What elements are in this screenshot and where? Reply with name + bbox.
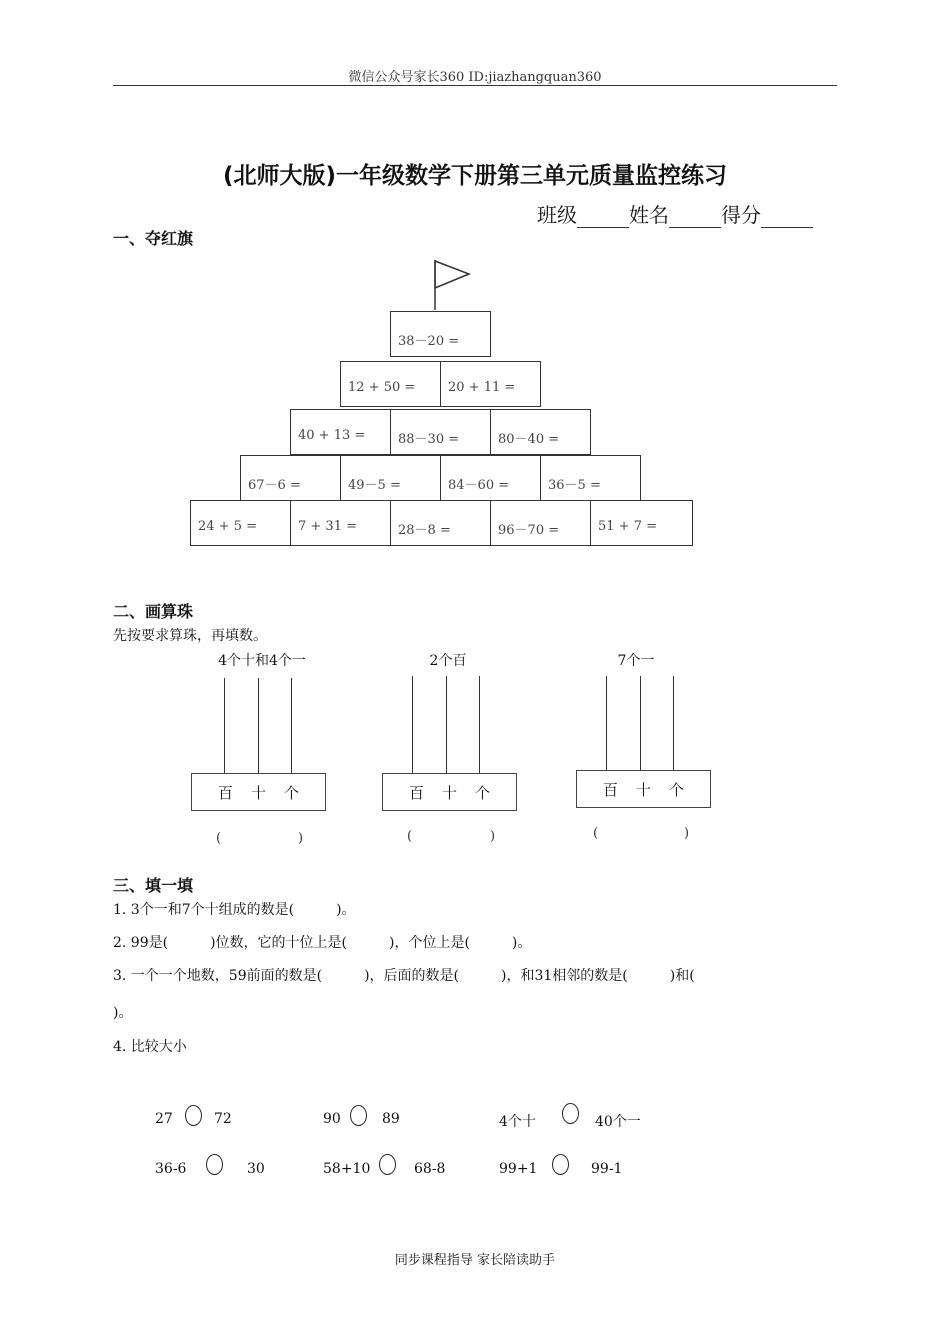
- page-title: (北师大版)一年级数学下册第三单元质量监控练习: [222, 163, 728, 189]
- compare-left: 90: [323, 1111, 341, 1127]
- pyramid-cell[interactable]: 88－30 =: [390, 409, 491, 455]
- place-tens: 十: [250, 783, 266, 802]
- question-3-continued: )。: [113, 1005, 133, 1021]
- place-ones: 个: [669, 780, 685, 799]
- footer-text: 同步课程指导 家长陪读助手: [394, 1253, 556, 1268]
- compare-right: 30: [247, 1161, 265, 1177]
- score-blank[interactable]: [761, 207, 813, 228]
- class-label: 班级: [537, 203, 577, 227]
- pyramid-cell[interactable]: 12 + 50 =: [340, 361, 441, 407]
- compare-right: 72: [214, 1111, 232, 1127]
- hundreds-rod[interactable]: [224, 678, 225, 774]
- pyramid-cell[interactable]: 51 + 7 =: [590, 500, 693, 546]
- pyramid-cell[interactable]: 49－5 =: [340, 455, 441, 501]
- compare-left: 36-6: [155, 1161, 187, 1177]
- ones-rod[interactable]: [291, 678, 292, 774]
- place-tens: 十: [635, 780, 651, 799]
- student-info-line: [537, 199, 813, 228]
- question-2: 2. 99是( )位数，它的十位上是( )，个位上是( )。: [113, 935, 532, 951]
- header-text: 微信公众号家长360 ID:jiazhangquan360: [348, 70, 602, 85]
- answer-open-paren: (: [216, 831, 222, 846]
- abacus-label: 7个一: [617, 653, 655, 669]
- compare-circle[interactable]: [206, 1154, 223, 1175]
- pyramid-cell[interactable]: 40 + 13 =: [290, 409, 391, 455]
- pyramid-cell[interactable]: 20 + 11 =: [440, 361, 541, 407]
- abacus-base: [191, 773, 326, 811]
- section2-title: 二、画算珠: [113, 602, 194, 621]
- name-blank[interactable]: [669, 207, 721, 228]
- compare-left: 58+10: [323, 1161, 371, 1177]
- compare-left: 99+1: [499, 1161, 538, 1177]
- compare-left: 4个十: [499, 1114, 536, 1130]
- abacus-label: 4个十和4个一: [218, 653, 306, 669]
- section1-title: 一、夺红旗: [113, 229, 194, 248]
- question-3: 3. 一个一个地数，59前面的数是( )，后面的数是( )，和31相邻的数是( )和(: [113, 968, 695, 984]
- compare-right: 99-1: [591, 1161, 623, 1177]
- question-4: 4. 比较大小: [113, 1039, 187, 1055]
- class-blank[interactable]: [577, 207, 629, 228]
- pyramid-cell[interactable]: 80－40 =: [490, 409, 591, 455]
- answer-close-paren: ): [684, 826, 690, 841]
- hundreds-rod[interactable]: [606, 676, 607, 771]
- abacus-label: 2个百: [429, 653, 467, 669]
- hundreds-rod[interactable]: [412, 676, 413, 774]
- tens-rod[interactable]: [446, 676, 447, 774]
- place-ones: 个: [284, 783, 300, 802]
- compare-circle[interactable]: [552, 1154, 569, 1175]
- place-hundreds: 百: [217, 783, 233, 802]
- score-label: 得分: [721, 203, 761, 227]
- compare-right: 68-8: [414, 1161, 446, 1177]
- ones-rod[interactable]: [479, 676, 480, 774]
- answer-open-paren: (: [407, 829, 413, 844]
- abacus-base: [382, 773, 517, 811]
- tens-rod[interactable]: [640, 676, 641, 771]
- red-flag-icon: [430, 258, 475, 313]
- compare-circle[interactable]: [185, 1105, 202, 1126]
- tens-rod[interactable]: [258, 678, 259, 774]
- pyramid-cell[interactable]: 96－70 =: [490, 500, 591, 546]
- place-hundreds: 百: [408, 783, 424, 802]
- pyramid-cell[interactable]: 24 + 5 =: [190, 500, 291, 546]
- place-hundreds: 百: [602, 780, 618, 799]
- question-1: 1. 3个一和7个十组成的数是( )。: [113, 902, 356, 918]
- compare-circle[interactable]: [350, 1105, 367, 1126]
- compare-circle[interactable]: [562, 1103, 579, 1124]
- answer-close-paren: ): [490, 829, 496, 844]
- answer-open-paren: (: [593, 826, 599, 841]
- pyramid-cell[interactable]: 84－60 =: [440, 455, 541, 501]
- pyramid-cell[interactable]: 28－8 =: [390, 500, 491, 546]
- pyramid-cell[interactable]: 36－5 =: [540, 455, 641, 501]
- name-label: 姓名: [629, 203, 669, 227]
- pyramid-cell[interactable]: 38－20 =: [390, 311, 491, 357]
- answer-close-paren: ): [298, 831, 304, 846]
- place-ones: 个: [475, 783, 491, 802]
- place-tens: 十: [441, 783, 457, 802]
- compare-circle[interactable]: [379, 1154, 396, 1175]
- compare-left: 27: [155, 1111, 173, 1127]
- ones-rod[interactable]: [673, 676, 674, 771]
- section2-instruction: 先按要求算珠，再填数。: [113, 628, 267, 644]
- compare-right: 89: [382, 1111, 400, 1127]
- header-divider: [113, 85, 837, 86]
- pyramid-cell[interactable]: 7 + 31 =: [290, 500, 391, 546]
- section3-title: 三、填一填: [113, 876, 194, 895]
- compare-right: 40个一: [595, 1114, 641, 1130]
- pyramid-cell[interactable]: 67－6 =: [240, 455, 341, 501]
- abacus-base: [576, 770, 711, 808]
